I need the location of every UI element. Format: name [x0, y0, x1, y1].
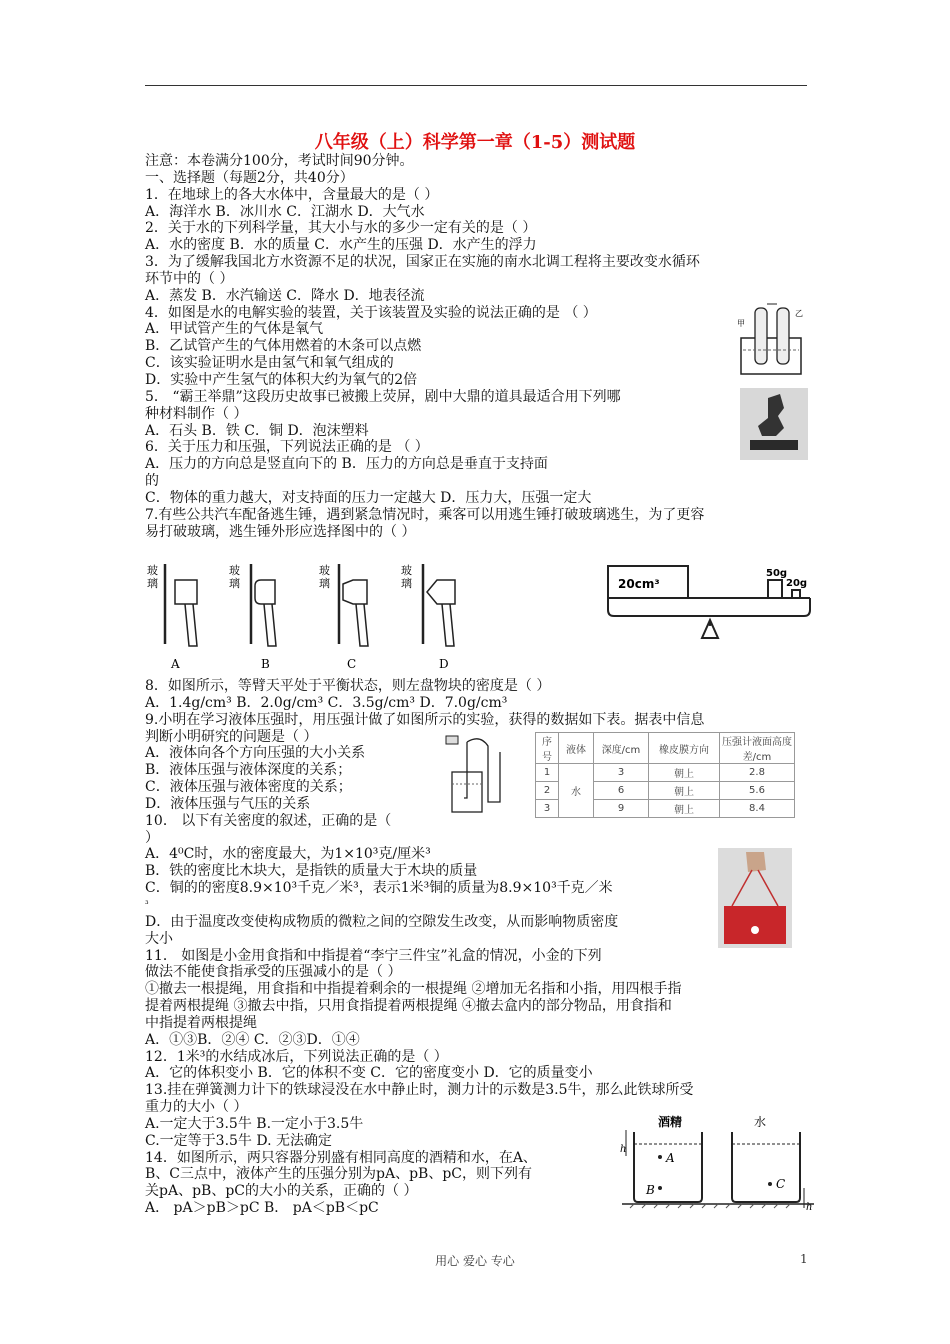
- glass-label: 玻: [401, 564, 412, 577]
- hammer-option-label: A: [171, 657, 180, 671]
- glass-label: 璃: [229, 577, 240, 590]
- table-cell: 8.4: [720, 800, 795, 818]
- page-title: 八年级（上）科学第一章（1-5）测试题: [314, 132, 636, 153]
- pressure-gauge-figure: [440, 732, 512, 816]
- text-line: ）: [145, 829, 159, 846]
- text-line: A． pA＞pB＞pC B． pA＜pB＜pC: [145, 1200, 379, 1217]
- text-line: B、C三点中，液体产生的压强分别为pA、pB、pC，则下列有: [145, 1166, 532, 1183]
- table-cell: 3: [536, 800, 559, 818]
- label-alcohol: 酒精: [658, 1115, 683, 1129]
- text-line: 11． 如图是小金用食指和中指提着“李宁三件宝”礼盒的情况，小金的下列: [145, 947, 602, 964]
- point-b-label: B: [646, 1183, 655, 1197]
- text-line: 提着两根提绳 ③撤去中指，只用食指提着两根提绳 ④撤去盒内的部分物品，用食指和: [145, 998, 672, 1015]
- text-line: A．它的体积变小 B．它的体积不变 C．它的密度变小 D．它的质量变小: [145, 1065, 593, 1082]
- table-header: 压强计液面高度差/cm: [720, 733, 795, 764]
- hammer-handle: [185, 604, 197, 646]
- table-cell: 2.8: [720, 764, 795, 782]
- glass-label: 璃: [401, 577, 412, 590]
- table-header: 序号: [536, 733, 559, 764]
- text-line: A．石头 B．铁 C．铜 D．泡沫塑料: [145, 422, 369, 439]
- hammer-head: [427, 580, 455, 604]
- text-line: 大小: [145, 930, 173, 947]
- label-jia: 甲: [737, 319, 745, 328]
- table-cell: 朝上: [649, 764, 720, 782]
- table-cell: 2: [536, 782, 559, 800]
- header-rule: [145, 85, 807, 86]
- height-label-2: h: [806, 1202, 813, 1213]
- text-line: A．①③B．②④ C．②③D．①④: [145, 1031, 360, 1048]
- height-label: h: [620, 1144, 627, 1155]
- text-line: ①撤去一根提绳，用食指和中指提着剩余的一根提绳 ②增加无名指和小指，用四根手指: [145, 981, 682, 998]
- page-number: 1: [800, 1252, 808, 1266]
- balance-figure: [604, 560, 816, 640]
- hammer-handle: [264, 604, 276, 646]
- text-line: 种材料制作（ ）: [145, 405, 248, 422]
- table-cell: 朝上: [649, 782, 720, 800]
- text-line: C．该实验证明水是由氢气和氧气组成的: [145, 355, 394, 372]
- text-line: 1．在地球上的各大水体中，含量最大的是（ ）: [145, 186, 439, 203]
- text-line: 12．1米³的水结成冰后，下列说法正确的是（ ）: [145, 1048, 448, 1065]
- text-line: D．实验中产生氢气的体积大约为氧气的2倍: [145, 371, 418, 388]
- page-footer: 用心 爱心 专心: [435, 1254, 515, 1268]
- text-line: B．铁的密度比木块大，是指铁的质量大于木块的质量: [145, 863, 478, 880]
- table-cell: 1: [536, 764, 559, 782]
- hammer-head: [255, 580, 275, 604]
- pressure-data-table: [535, 732, 795, 818]
- text-line: ³: [145, 899, 149, 910]
- text-line: A．水的密度 B．水的质量 C．水产生的压强 D．水产生的浮力: [145, 237, 537, 254]
- hammer-option-label: B: [261, 657, 270, 671]
- text-line: 注意：本卷满分100分，考试时间90分钟。: [145, 153, 414, 169]
- block-volume-label: 20cm³: [618, 577, 660, 591]
- text-line: 6．关于压力和压强，下列说法正确的是 （ ）: [145, 439, 429, 456]
- hammer-handle: [442, 604, 454, 646]
- gift-box-photo: [718, 848, 792, 948]
- glass-label: 璃: [319, 577, 330, 590]
- text-line: 3．为了缓解我国北方水资源不足的状况，国家正在实施的南水北调工程将主要改变水循环: [145, 254, 700, 271]
- text-line: 7.有些公共汽车配备逃生锤，遇到紧急情况时，乘客可以用逃生锤打破玻璃逃生，为了更容: [145, 506, 705, 523]
- label-yi: 乙: [795, 309, 803, 318]
- hammer-head: [175, 580, 197, 604]
- liquid-containers-figure: [620, 1112, 816, 1216]
- text-line: C．液体压强与液体密度的关系；: [145, 779, 352, 796]
- text-line: A．1.4g/cm³ B．2.0g/cm³ C．3.5g/cm³ D．7.0g/cm³: [145, 694, 508, 711]
- text-line: 8．如图所示，等臂天平处于平衡状态，则左盘物块的密度是（ ）: [145, 678, 551, 694]
- table-cell: 朝上: [649, 800, 720, 818]
- text-line: B．乙试管产生的气体用燃着的木条可以点燃: [145, 338, 422, 355]
- text-line: 关pA、pB、pC的大小的关系，正确的（ ）: [145, 1183, 418, 1200]
- escape-hammers-figure: [145, 560, 460, 672]
- hammer-option-label: D: [439, 657, 449, 671]
- hammer-head: [343, 580, 367, 604]
- label-water: 水: [754, 1115, 767, 1129]
- text-line: 中指提着两根提绳: [145, 1014, 257, 1031]
- hammer-handle: [356, 604, 368, 646]
- table-cell: 6: [594, 782, 649, 800]
- text-line: 5． “霸王举鼎”这段历史故事已被搬上荧屏，剧中大鼎的道具最适合用下列哪: [145, 388, 621, 405]
- glass-label: 玻: [229, 564, 240, 577]
- text-line: A．压力的方向总是竖直向下的 B．压力的方向总是垂直于支持面: [145, 456, 548, 473]
- glass-label: 玻: [319, 564, 330, 577]
- table-header: 橡皮膜方向: [649, 733, 720, 764]
- point-a-label: A: [666, 1151, 675, 1165]
- text-line: A．4⁰C时，水的密度最大，为1×10³克/厘米³: [145, 846, 431, 863]
- weight-20g: 20g: [786, 578, 808, 589]
- table-cell: 5.6: [720, 782, 795, 800]
- weight-50g: 50g: [766, 568, 788, 579]
- text-line: A．液体向各个方向压强的大小关系: [145, 745, 366, 762]
- text-line: 13.挂在弹簧测力计下的铁球浸没在水中静止时，测力计的示数是3.5牛，那么此铁球所受: [145, 1082, 694, 1099]
- text-line: 9.小明在学习液体压强时，用压强计做了如图所示的实验，获得的数据如下表。据表中信息: [145, 711, 705, 728]
- table-header: 液体: [559, 733, 594, 764]
- text-line: 2．关于水的下列科学量，其大小与水的多少一定有关的是（ ）: [145, 220, 537, 237]
- text-line: C．物体的重力越大，对支持面的压力一定越大 D．压力大，压强一定大: [145, 489, 592, 506]
- text-line: 的: [145, 473, 159, 490]
- table-header: 深度/cm: [594, 733, 649, 764]
- electrolysis-figure: [735, 300, 807, 378]
- text-line: B．液体压强与液体深度的关系；: [145, 762, 352, 779]
- question-block-1: [145, 153, 815, 540]
- table-cell: 3: [594, 764, 649, 782]
- text-line: A．蒸发 B．水汽输送 C．降水 D．地表径流: [145, 287, 425, 304]
- text-line: 重力的大小（ ）: [145, 1099, 248, 1116]
- text-line: A.一定大于3.5牛 B.一定小于3.5牛: [145, 1115, 364, 1132]
- text-line: 环节中的（ ）: [145, 270, 234, 287]
- text-line: 10． 以下有关密度的叙述，正确的是（: [145, 812, 392, 829]
- text-line: C.一定等于3.5牛 D. 无法确定: [145, 1132, 333, 1149]
- hammer-option-label: C: [347, 657, 357, 671]
- table-cell: 9: [594, 800, 649, 818]
- text-line: 一、选择题（每题2分，共40分）: [145, 169, 354, 186]
- text-line: 易打破玻璃，逃生锤外形应选择图中的（ ）: [145, 523, 416, 540]
- text-line: 4．如图是水的电解实验的装置，关于该装置及实验的说法正确的是 （ ）: [145, 304, 597, 321]
- text-line: D．由于温度改变使构成物质的微粒之间的空隙发生改变，从而影响物质密度: [145, 913, 619, 930]
- text-line: D．液体压强与气压的关系: [145, 795, 311, 812]
- text-line: 判断小明研究的问题是（ ）: [145, 728, 318, 745]
- text-line: A．海洋水 B．冰川水 C．江湖水 D．大气水: [145, 203, 425, 220]
- glass-label: 璃: [147, 577, 158, 590]
- statue-photo: [740, 388, 808, 460]
- glass-label: 玻: [147, 564, 158, 577]
- point-c-label: C: [776, 1177, 786, 1191]
- text-line: 做法不能使食指承受的压强减小的是（ ）: [145, 964, 402, 981]
- text-line: C．铜的的密度8.9×10³千克／米³，表示1米³铜的质量为8.9×10³千克／米: [145, 880, 613, 897]
- text-line: 14．如图所示，两只容器分别盛有相同高度的酒精和水，在A、: [145, 1149, 537, 1166]
- table-cell-liquid: 水: [559, 764, 594, 818]
- text-line: A．甲试管产生的气体是氧气: [145, 321, 324, 338]
